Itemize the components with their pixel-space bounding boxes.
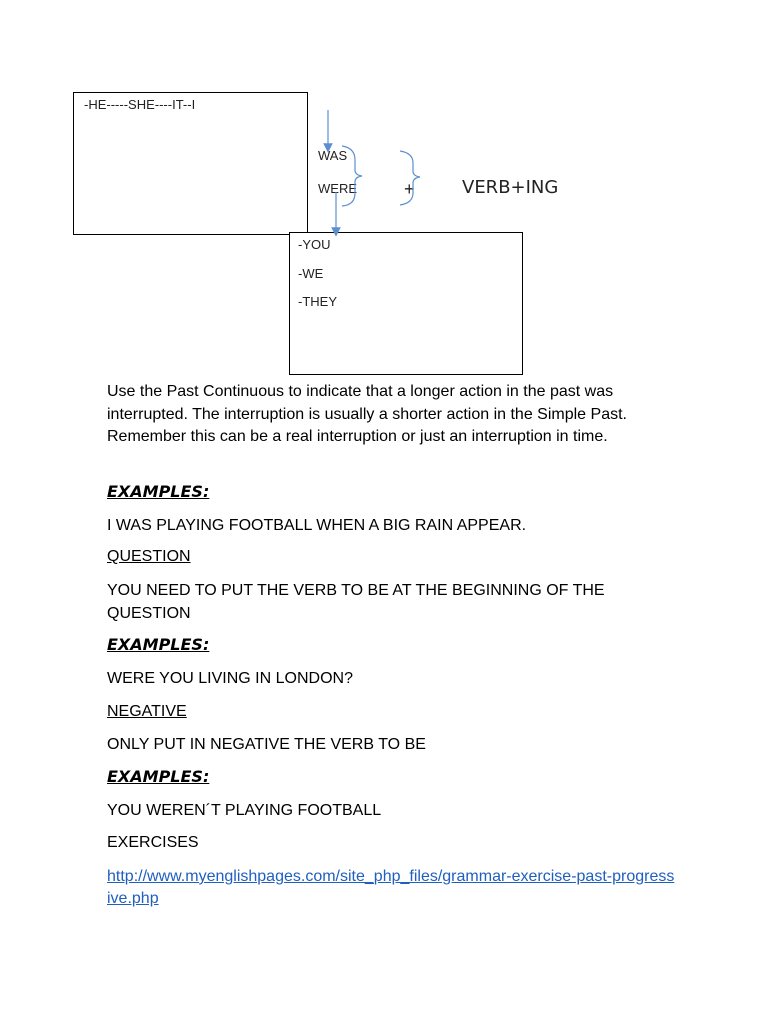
negative-heading: NEGATIVE bbox=[107, 703, 187, 720]
pronoun-box-singular-label: -HE-----SHE----IT--I bbox=[84, 97, 196, 112]
exercises-heading: EXERCISES bbox=[107, 834, 199, 851]
pronoun-we: -WE bbox=[298, 266, 324, 281]
pronoun-they: -THEY bbox=[298, 294, 337, 309]
verb-ing-label: VERB+ING bbox=[462, 177, 559, 198]
question-text: YOU NEED TO PUT THE VERB TO BE AT THE BEGINNING OF THE QUESTION bbox=[107, 582, 605, 622]
was-label: WAS bbox=[318, 148, 348, 163]
example-2: WERE YOU LIVING IN LONDON? bbox=[107, 670, 353, 687]
brace-right-large bbox=[400, 151, 420, 205]
plus-sign: + bbox=[404, 179, 415, 199]
example-1: I WAS PLAYING FOOTBALL WHEN A BIG RAIN APPEAR. bbox=[107, 517, 527, 534]
exercise-link[interactable]: http://www.myenglishpages.com/site_php_files/grammar-exercise-past-progressive.php bbox=[107, 868, 675, 907]
negative-text: ONLY PUT IN NEGATIVE THE VERB TO BE bbox=[107, 736, 426, 753]
example-3: YOU WEREN´T PLAYING FOOTBALL bbox=[107, 802, 382, 819]
pronoun-you: -YOU bbox=[298, 237, 331, 252]
brace-right-small bbox=[342, 146, 362, 206]
question-heading: QUESTION bbox=[107, 548, 191, 565]
examples-heading-1: EXAMPLES: bbox=[107, 482, 210, 501]
were-label: WERE bbox=[318, 181, 357, 196]
intro-paragraph: Use the Past Continuous to indicate that a longer action in the past was interrupted. The interruption is usually a shorter action in the Simple Past. Remember this can be a real interruption or just an interruption in time. bbox=[107, 383, 627, 445]
examples-heading-2: EXAMPLES: bbox=[107, 635, 210, 654]
examples-heading-3: EXAMPLES: bbox=[107, 767, 210, 786]
